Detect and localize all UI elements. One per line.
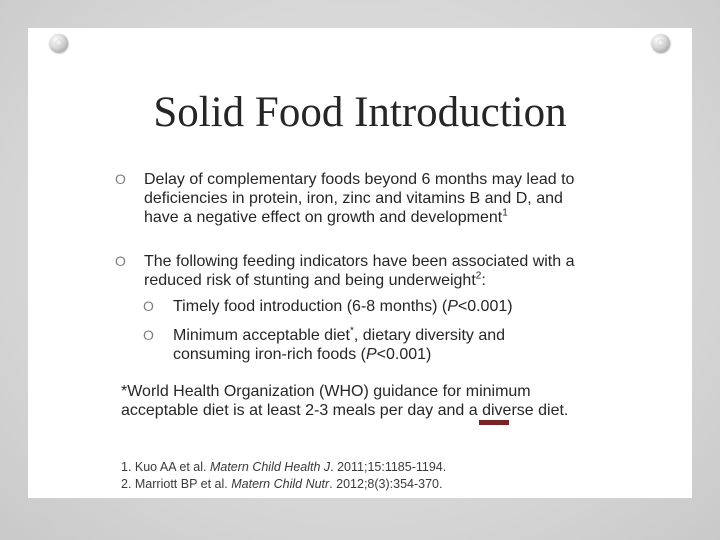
slide-title: Solid Food Introduction [153, 89, 567, 136]
reference-authors: 2. Marriott BP et al. [121, 477, 232, 491]
bullet-marker: O [143, 327, 154, 343]
subbullet-text-pre: Minimum acceptable diet [173, 327, 350, 344]
citation-marker: 1 [502, 207, 508, 219]
reference-authors: 1. Kuo AA et al. [121, 460, 210, 474]
p-value-symbol: P [447, 298, 458, 315]
accent-bar [479, 420, 509, 425]
footnote: *World Health Organization (WHO) guidance for minimum acceptable diet is at least 2-3 meals per day and a diverse diet. [121, 383, 569, 419]
bullet-text [144, 252, 595, 290]
subbullet-text-mid: , dietary diversity and consuming iron-rich foods ( [173, 327, 506, 363]
bullet-text-suffix: : [481, 272, 486, 289]
reference-journal: Matern Child Nutr [231, 477, 330, 491]
citation-marker: 2 [475, 270, 482, 282]
pushpin-icon [50, 34, 68, 52]
references [121, 459, 601, 493]
bullet-text-body: Delay of complementary foods beyond 6 months may lead to deficiencies in protein, iron, zinc and vitamins B and D, and have a negative effect on growth and development [144, 171, 575, 226]
subbullet-text [173, 326, 583, 364]
subbullet-item [143, 326, 583, 364]
bullet-marker: O [115, 171, 126, 187]
bullet-item [115, 170, 595, 227]
subbullet-text-post: <0.001) [457, 298, 513, 315]
reference-item [121, 476, 601, 493]
reference-details: . 2012;8(3):354-370. [329, 477, 443, 491]
bullet-text [144, 170, 595, 227]
footnote-marker: * [349, 325, 354, 337]
bullet-text-body: The following feeding indicators have been associated with a reduced risk of stunting and being underweight [144, 253, 575, 289]
reference-journal: Matern Child Health J [209, 460, 331, 474]
bullet-item [115, 252, 595, 290]
subbullet-text [173, 297, 583, 316]
bullet-marker: O [115, 253, 126, 269]
subbullet-item [143, 297, 583, 316]
subbullet-text-post: <0.001) [376, 346, 432, 363]
bullet-marker: O [143, 298, 154, 314]
pushpin-icon [652, 34, 670, 52]
subbullet-text-pre: Timely food introduction (6-8 months) ( [173, 298, 448, 315]
reference-details: . 2011;15:1185-1194. [330, 460, 447, 474]
p-value-symbol: P [365, 346, 377, 363]
reference-item [121, 459, 601, 476]
